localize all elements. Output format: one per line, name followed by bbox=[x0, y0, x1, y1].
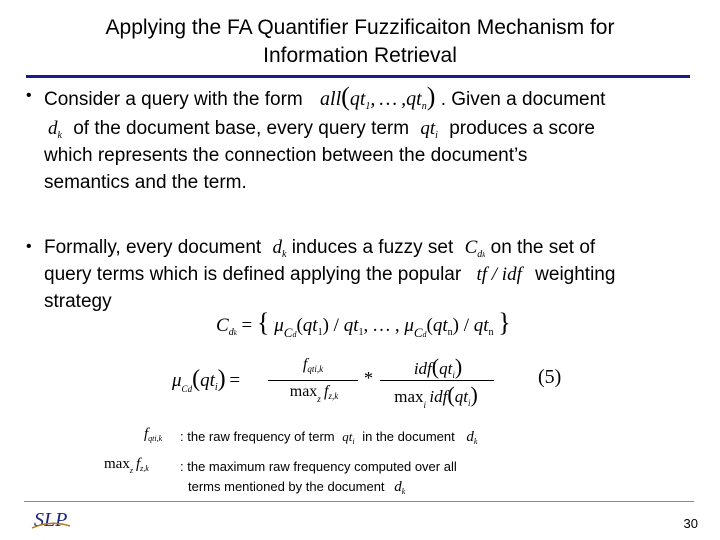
fuzzy-set-cdk-symbol bbox=[465, 237, 486, 258]
den1-f-sub-z: z bbox=[328, 391, 332, 401]
bullet-marker-1: • bbox=[26, 87, 32, 104]
note1-mid: in the document bbox=[362, 429, 455, 444]
note1-d: d bbox=[466, 429, 474, 445]
set-qt1-a: qt bbox=[302, 315, 318, 336]
frac2-numerator: $idf(qt_i)$ bbox=[413, 354, 463, 380]
num2-idf: idf bbox=[413, 359, 432, 378]
symbol-sub-d: d bbox=[477, 249, 483, 260]
note2-line2-text: terms mentioned by the document bbox=[188, 479, 385, 494]
bullet1-text-4: produces a score bbox=[449, 118, 595, 139]
note2-dk bbox=[394, 479, 405, 495]
times-sign: * bbox=[364, 368, 373, 388]
symbol-d: d bbox=[48, 118, 58, 139]
symbol-sub-k-2: k bbox=[281, 249, 287, 260]
symbol-sub-i: i bbox=[435, 130, 438, 141]
formula-sub-n: n bbox=[421, 101, 427, 112]
set-mu-1: μ bbox=[274, 315, 284, 336]
set-mun-sub-d: d bbox=[422, 330, 427, 339]
set-qt1-b: qt bbox=[343, 315, 359, 336]
den1-max: max bbox=[289, 383, 318, 400]
lhs-sub-d: d bbox=[187, 384, 193, 394]
page-number: 30 bbox=[683, 516, 698, 531]
doc-dk-symbol bbox=[48, 118, 62, 139]
note2-symbol: $\max_z f_{z,k}$ bbox=[104, 456, 149, 475]
set-C: C bbox=[216, 315, 229, 336]
note1-qt-sub: i bbox=[352, 437, 355, 446]
note2-line1: : the maximum raw frequency computed over all bbox=[180, 459, 457, 474]
set-sub-sub-k: k bbox=[233, 329, 237, 337]
bullet2-text-5: weighting bbox=[535, 264, 616, 285]
lhs-sub-C: C bbox=[181, 384, 188, 394]
note1-symbol: $f_{qti,k}$ bbox=[144, 426, 163, 443]
num1-sub-i: i bbox=[314, 364, 317, 374]
note1-f: f bbox=[144, 426, 149, 442]
frac1-bar bbox=[268, 380, 358, 381]
note2-d: d bbox=[394, 479, 402, 495]
cdk-set-formula: $C_{dk}$ = { $\mu_{Cd}(qt_1) / qt_1$, … , $\mu_{Cd}(qt_n) / qt_n$ } bbox=[216, 308, 511, 340]
bullet2-text-4: query terms which is defined applying the popular bbox=[44, 264, 462, 285]
note2-line2 bbox=[188, 477, 405, 502]
note1-sub-k: k bbox=[158, 434, 163, 443]
frac1-denominator: $\max_z fz,k$ bbox=[289, 383, 339, 404]
set-qtn-a: qt bbox=[432, 315, 448, 336]
num1-sub-qt: qt bbox=[307, 364, 315, 374]
num1-f: f bbox=[302, 356, 308, 373]
frac2-denominator: $\max_i idf(qt_i)$ bbox=[394, 382, 478, 410]
logo-text: SLP bbox=[34, 509, 68, 531]
bullet1-text-3: of the document base, every query term bbox=[73, 118, 410, 139]
frac1-numerator: fqti,k bbox=[302, 356, 324, 374]
lhs-mu: μ bbox=[172, 370, 182, 391]
title-line-1: Applying the FA Quantifier Fuzzificaiton Mechanism for bbox=[105, 16, 615, 39]
formula-sub-1: 1 bbox=[365, 101, 371, 112]
den1-f-sub-k: k bbox=[334, 391, 339, 401]
bullet1-line4: semantics and the term. bbox=[44, 172, 247, 193]
num2-sub-i: i bbox=[452, 370, 455, 380]
title-line-2: Information Retrieval bbox=[263, 44, 457, 67]
set-qt1-b-sub: 1 bbox=[358, 327, 364, 338]
note1-d-sub: k bbox=[473, 437, 478, 446]
set-qt1-a-sub: 1 bbox=[317, 327, 323, 338]
symbol-C: C bbox=[464, 237, 478, 258]
formula-all: all bbox=[320, 88, 342, 110]
set-qtn-b: qt bbox=[473, 315, 489, 336]
note2-f-sub-k: k bbox=[145, 464, 149, 473]
den2-max: max bbox=[394, 387, 424, 406]
note2-max: max bbox=[104, 456, 130, 472]
doc-dk-symbol-2 bbox=[272, 237, 286, 258]
bullet2-text-3: on the set of bbox=[490, 237, 596, 258]
bullet1-text-1: Consider a query with the form bbox=[44, 89, 303, 110]
bullet2-line2 bbox=[44, 261, 615, 288]
query-form-formula: $all(qt_1$, … $,qt_n$) bbox=[320, 82, 436, 112]
frac2-bar bbox=[380, 380, 494, 381]
formula-qtn: qt bbox=[406, 88, 422, 110]
lhs-sub-i: i bbox=[214, 382, 218, 393]
note2-f-sub-z: z bbox=[140, 464, 144, 473]
note1-qt-text: qt bbox=[342, 429, 353, 444]
bullet2-text-2: induces a fuzzy set bbox=[291, 237, 454, 258]
symbol-qt: qt bbox=[420, 118, 436, 139]
note1 bbox=[180, 427, 477, 452]
den2-sub-i: i bbox=[423, 400, 427, 410]
den1-sub-z: z bbox=[317, 394, 321, 404]
note1-pre: : the raw frequency of term bbox=[180, 429, 335, 444]
set-mu-n: μ bbox=[404, 315, 414, 336]
membership-lhs: $\mu_{Cd}(qt_i)$ = bbox=[172, 366, 241, 394]
equation-number: (5) bbox=[538, 366, 562, 388]
set-mu1-sub-C: C bbox=[283, 325, 293, 340]
bullet2-line3: strategy bbox=[44, 291, 112, 312]
note1-qt bbox=[342, 429, 354, 444]
title-underline bbox=[26, 75, 690, 78]
bullet-marker-2: • bbox=[26, 238, 32, 255]
set-mun-sub-C: C bbox=[413, 325, 423, 340]
note2-max-sub: z bbox=[129, 466, 133, 475]
den1-f: f bbox=[324, 383, 329, 400]
note2-f: f bbox=[135, 456, 141, 472]
den2-sub-i2: i bbox=[467, 398, 471, 408]
slp-logo bbox=[30, 506, 72, 532]
slide-title bbox=[0, 14, 720, 70]
bullet2-text-1: Formally, every document bbox=[44, 237, 262, 258]
note1-sub-i: i bbox=[154, 434, 157, 443]
num2-qt: qt bbox=[439, 359, 453, 378]
bullet1-text-2: . Given a document bbox=[440, 89, 606, 110]
set-qtn-a-sub: n bbox=[447, 327, 453, 338]
num1-sub-k: k bbox=[319, 364, 324, 374]
set-qtn-b-sub: n bbox=[488, 327, 494, 338]
set-sub-d: d bbox=[228, 327, 234, 338]
note1-dk bbox=[466, 429, 477, 445]
symbol-d-2: d bbox=[272, 237, 282, 258]
term-qti-symbol bbox=[420, 118, 438, 139]
lhs-qt: qt bbox=[200, 370, 215, 391]
bullet1-line3: which represents the connection between the document’s bbox=[44, 145, 528, 166]
note2-d-sub: k bbox=[401, 487, 406, 496]
formula-qt1: qt bbox=[349, 88, 366, 110]
note1-sub-qt: qt bbox=[148, 434, 155, 443]
symbol-sub-k: k bbox=[57, 130, 62, 141]
den2-qt: qt bbox=[454, 387, 468, 406]
set-mu1-sub-d: d bbox=[292, 330, 297, 339]
tf-idf-symbol: tf / idf bbox=[476, 264, 522, 285]
symbol-sub-sub-k: k bbox=[482, 251, 486, 259]
den2-idf: idf bbox=[429, 387, 448, 406]
footer-rule bbox=[24, 501, 694, 502]
